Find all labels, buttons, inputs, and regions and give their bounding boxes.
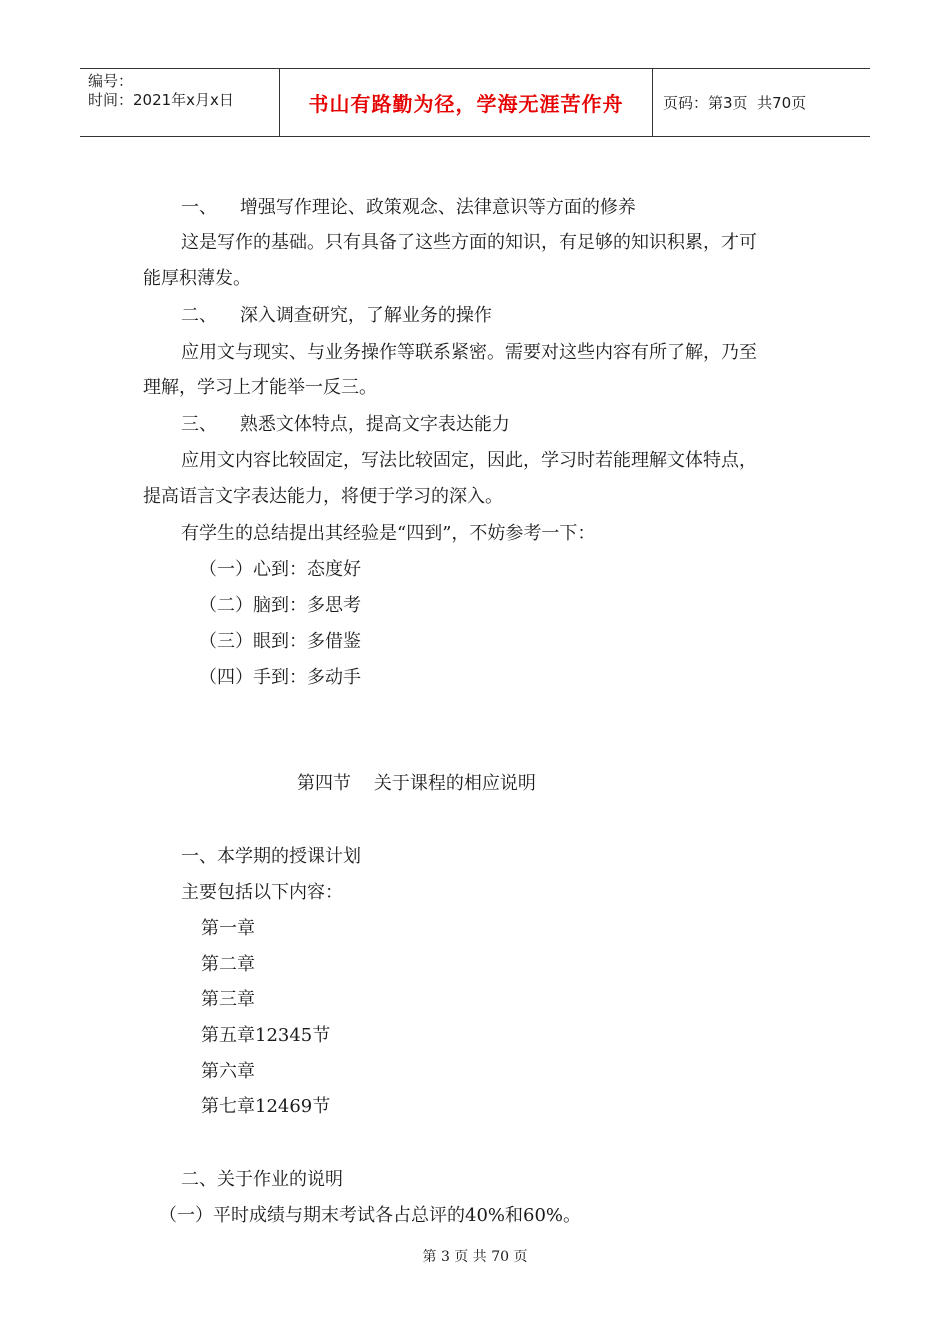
chapter-item: 第五章12345节 <box>201 1025 331 1046</box>
header-page-info <box>653 69 870 136</box>
paragraph-four: 有学生的总结提出其经验是“四到”，不妨参考一下： <box>181 523 596 544</box>
header-page-text: 页码：第3页 共70页 <box>663 94 807 112</box>
list-item: （三）眼到：多借鉴 <box>199 631 361 652</box>
list-item: （二）脑到：多思考 <box>199 595 361 616</box>
doc-time-label: 时间：2021年x月x日 <box>88 91 234 109</box>
paragraph-three-line2: 提高语言文字表达能力，将便于学习的深入。 <box>143 486 503 507</box>
subsection-one-intro: 主要包括以下内容： <box>181 882 343 903</box>
paragraph-one-line1: 这是写作的基础。只有具备了这些方面的知识，有足够的知识积累，才可 <box>181 232 757 253</box>
chapter-item: 第七章12469节 <box>201 1096 331 1117</box>
heading-two: 二、 深入调查研究，了解业务的操作 <box>181 305 492 326</box>
paragraph-two-line1: 应用文与现实、与业务操作等联系紧密。需要对这些内容有所了解，乃至 <box>181 342 757 363</box>
list-item: （一）心到：态度好 <box>199 559 361 580</box>
chapter-item: 第三章 <box>201 989 255 1010</box>
chapter-item: 第二章 <box>201 954 255 975</box>
chapter-item: 第六章 <box>201 1061 255 1082</box>
subsection-two-item: （一）平时成绩与期末考试各占总评的40%和60%。 <box>159 1205 582 1226</box>
subsection-two-title: 二、关于作业的说明 <box>181 1169 343 1190</box>
page-footer: 第 3 页 共 70 页 <box>422 1249 528 1265</box>
doc-number-label: 编号： <box>88 72 134 90</box>
section-title: 第四节 关于课程的相应说明 <box>297 773 536 794</box>
heading-one: 一、 增强写作理论、政策观念、法律意识等方面的修养 <box>181 197 636 218</box>
heading-three: 三、 熟悉文体特点，提高文字表达能力 <box>181 414 510 435</box>
list-item: （四）手到：多动手 <box>199 667 361 688</box>
page-header <box>80 68 870 137</box>
header-meta <box>80 69 280 136</box>
subsection-one-title: 一、本学期的授课计划 <box>181 846 361 867</box>
paragraph-two-line2: 理解，学习上才能举一反三。 <box>143 377 377 398</box>
paragraph-one-line2: 能厚积薄发。 <box>143 268 251 289</box>
header-motto: 书山有路勤为径，学海无涯苦作舟 <box>280 69 653 136</box>
chapter-item: 第一章 <box>201 918 255 939</box>
paragraph-three-line1: 应用文内容比较固定，写法比较固定，因此，学习时若能理解文体特点， <box>181 450 757 471</box>
